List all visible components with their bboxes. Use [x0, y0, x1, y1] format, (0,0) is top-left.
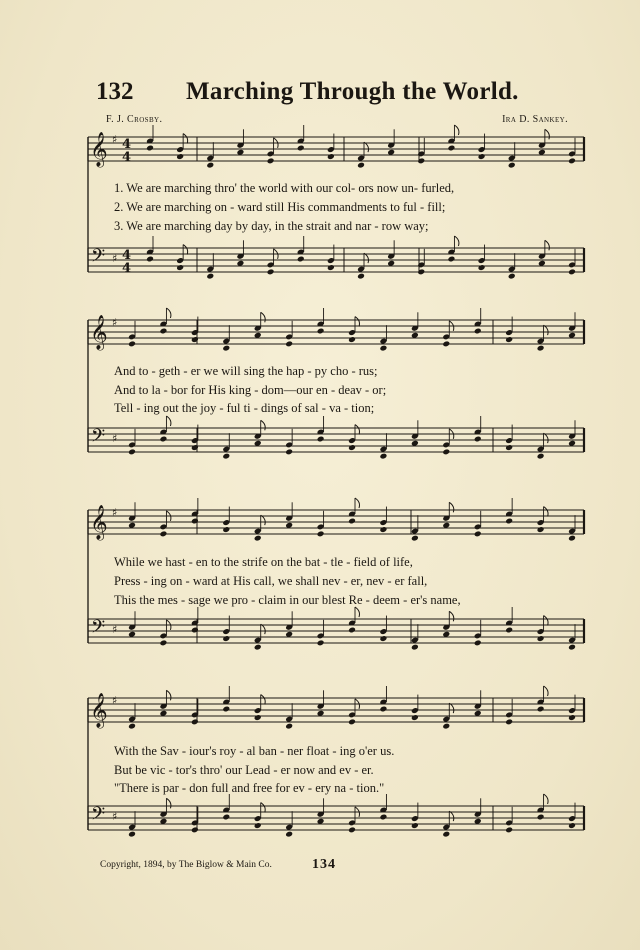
note-flag [454, 125, 459, 135]
notehead [474, 530, 482, 537]
bass-clef: 𝄢 [91, 426, 106, 451]
notehead [348, 444, 356, 451]
notehead [568, 714, 576, 721]
notehead [537, 526, 545, 533]
notehead [206, 273, 214, 280]
note-flag [355, 317, 360, 327]
notehead [267, 157, 275, 164]
key-signature-sharp: ♯ [112, 506, 118, 519]
notehead [505, 627, 513, 634]
key-signature-sharp: ♯ [112, 133, 118, 146]
notehead [380, 814, 388, 821]
composer-credit: Ira D. Sankey. [502, 114, 568, 125]
treble-clef: 𝄞 [90, 132, 108, 167]
notehead [254, 822, 262, 829]
treble-clef: 𝄞 [90, 693, 108, 728]
note-flag [261, 803, 266, 813]
note-flag [166, 690, 171, 700]
notehead [176, 264, 184, 271]
notehead [222, 526, 230, 533]
notehead [128, 723, 136, 730]
time-signature: 4 [122, 137, 132, 152]
lyric-line-s2-v2: And to la - bor for His king - dom—our en - deav - or; [114, 383, 387, 397]
notehead [160, 639, 168, 646]
time-signature: 4 [122, 261, 132, 276]
note-flag [166, 798, 171, 808]
note-flag [183, 245, 188, 255]
lyric-line-s1-v2: 2. We are marching on - ward still His commandments to ful - fill; [114, 200, 446, 214]
notehead [176, 153, 184, 160]
notehead [508, 273, 516, 280]
notehead [357, 273, 365, 280]
treble-clef: 𝄞 [90, 505, 108, 540]
notehead [128, 448, 136, 455]
lyric-line-s1-v1: 1. We are marching thro' the world with our col- ors now un- furled, [114, 181, 455, 195]
notehead [160, 530, 168, 537]
notehead [474, 436, 482, 443]
notehead [448, 256, 456, 263]
note-flag [544, 507, 549, 517]
notehead [474, 639, 482, 646]
bass-clef: 𝄢 [91, 617, 106, 642]
note-flag [449, 811, 454, 821]
hymn-number: 132 [96, 78, 134, 105]
notehead [568, 644, 576, 651]
notehead [297, 145, 305, 152]
notehead [442, 340, 450, 347]
notehead [348, 518, 356, 525]
notehead [568, 822, 576, 829]
notehead [327, 264, 335, 271]
notehead [411, 714, 419, 721]
notehead [222, 453, 230, 460]
notehead [191, 518, 199, 525]
notehead [380, 345, 388, 352]
notehead [537, 345, 545, 352]
lyric-line-s1-v3: 3. We are marching day by day, in the strait and nar - row way; [114, 219, 429, 233]
notehead [505, 444, 513, 451]
time-signature: 4 [122, 248, 132, 263]
key-signature-sharp: ♯ [112, 252, 118, 265]
notehead [317, 328, 325, 335]
hymn-title: Marching Through the World. [186, 78, 519, 105]
notehead [297, 256, 305, 263]
notehead [317, 639, 325, 646]
lyricist-credit: F. J. Crosby. [106, 114, 163, 125]
lyric-line-s2-v3: Tell - ing out the joy - ful ti - dings of sal - va - tion; [114, 401, 375, 415]
note-flag [449, 611, 454, 621]
notehead [537, 453, 545, 460]
notehead [128, 340, 136, 347]
key-signature-sharp: ♯ [112, 432, 118, 445]
notehead [254, 714, 262, 721]
note-flag [166, 308, 171, 318]
notehead [442, 448, 450, 455]
note-flag [544, 686, 549, 696]
notehead [568, 535, 576, 542]
notehead [267, 268, 275, 275]
note-flag [261, 312, 266, 322]
note-flag [261, 624, 266, 634]
note-flag [355, 498, 360, 508]
note-flag [545, 129, 550, 139]
notehead [478, 153, 486, 160]
notehead [568, 268, 576, 275]
note-flag [544, 325, 549, 335]
notehead [508, 162, 516, 169]
note-flag [449, 703, 454, 713]
notehead [380, 706, 388, 713]
notehead [442, 723, 450, 730]
bass-clef: 𝄢 [91, 804, 106, 829]
notehead [222, 635, 230, 642]
notehead [191, 444, 199, 451]
notehead [505, 718, 513, 725]
copyright-notice: Copyright, 1894, by The Biglow & Main Co. [100, 860, 272, 870]
notehead [380, 453, 388, 460]
notehead [348, 627, 356, 634]
notehead [505, 518, 513, 525]
lyric-line-s4-v1: With the Sav - iour's roy - al ban - ner float - ing o'er us. [114, 744, 395, 758]
key-signature-sharp: ♯ [112, 694, 118, 707]
key-signature-sharp: ♯ [112, 316, 118, 329]
bass-clef: 𝄢 [91, 246, 106, 271]
notehead [285, 831, 293, 838]
note-flag [449, 502, 454, 512]
note-flag [454, 236, 459, 246]
notehead [380, 526, 388, 533]
key-signature-sharp: ♯ [112, 810, 118, 823]
note-flag [364, 253, 369, 263]
lyric-line-s3-v2: Press - ing on - ward at His call, we shall nev - er, nev - er fall, [114, 574, 428, 588]
notehead [222, 345, 230, 352]
note-flag [261, 420, 266, 430]
notehead [327, 153, 335, 160]
notehead [146, 145, 154, 152]
notehead [160, 328, 168, 335]
notehead [505, 336, 513, 343]
notehead [206, 162, 214, 169]
notehead [505, 826, 513, 833]
notehead [537, 814, 545, 821]
notehead [285, 448, 293, 455]
note-flag [355, 425, 360, 435]
notehead [348, 826, 356, 833]
notehead [568, 157, 576, 164]
lyric-line-s3-v3: This the mes - sage we pro - claim in our blest Re - deem - er's name, [114, 593, 461, 607]
notehead [442, 831, 450, 838]
note-flag [261, 515, 266, 525]
notehead [537, 706, 545, 713]
notehead [191, 627, 199, 634]
page-number: 134 [312, 857, 336, 872]
notehead [537, 635, 545, 642]
notehead [478, 264, 486, 271]
notehead [160, 436, 168, 443]
note-flag [544, 433, 549, 443]
notehead [285, 340, 293, 347]
note-flag [364, 142, 369, 152]
notehead [146, 256, 154, 263]
notehead [448, 145, 456, 152]
lyric-line-s4-v3: "There is par - don full and free for ev - ery na - tion." [114, 781, 385, 795]
notehead [191, 336, 199, 343]
notehead [411, 535, 419, 542]
note-flag [544, 616, 549, 626]
notehead [411, 644, 419, 651]
notehead [128, 831, 136, 838]
note-flag [166, 416, 171, 426]
notehead [317, 530, 325, 537]
notehead [254, 644, 262, 651]
notehead [348, 336, 356, 343]
lyric-line-s4-v2: But be vic - tor's thro' our Lead - er now and ev - er. [114, 763, 374, 777]
note-flag [183, 134, 188, 144]
notehead [348, 718, 356, 725]
key-signature-sharp: ♯ [112, 623, 118, 636]
notehead [357, 162, 365, 169]
time-signature: 4 [122, 150, 132, 165]
notehead [380, 635, 388, 642]
treble-clef: 𝄞 [90, 315, 108, 350]
notehead [317, 436, 325, 443]
notehead [254, 535, 262, 542]
notehead [285, 723, 293, 730]
note-flag [545, 240, 550, 250]
lyric-line-s2-v1: And to - geth - er we will sing the hap - py cho - rus; [114, 364, 378, 378]
lyric-line-s3-v1: While we hast - en to the strife on the bat - tle - field of life, [114, 555, 413, 569]
notehead [222, 814, 230, 821]
note-flag [355, 607, 360, 617]
notehead [191, 718, 199, 725]
notehead [411, 822, 419, 829]
note-flag [261, 695, 266, 705]
notehead [222, 706, 230, 713]
notehead [474, 328, 482, 335]
notehead [191, 826, 199, 833]
